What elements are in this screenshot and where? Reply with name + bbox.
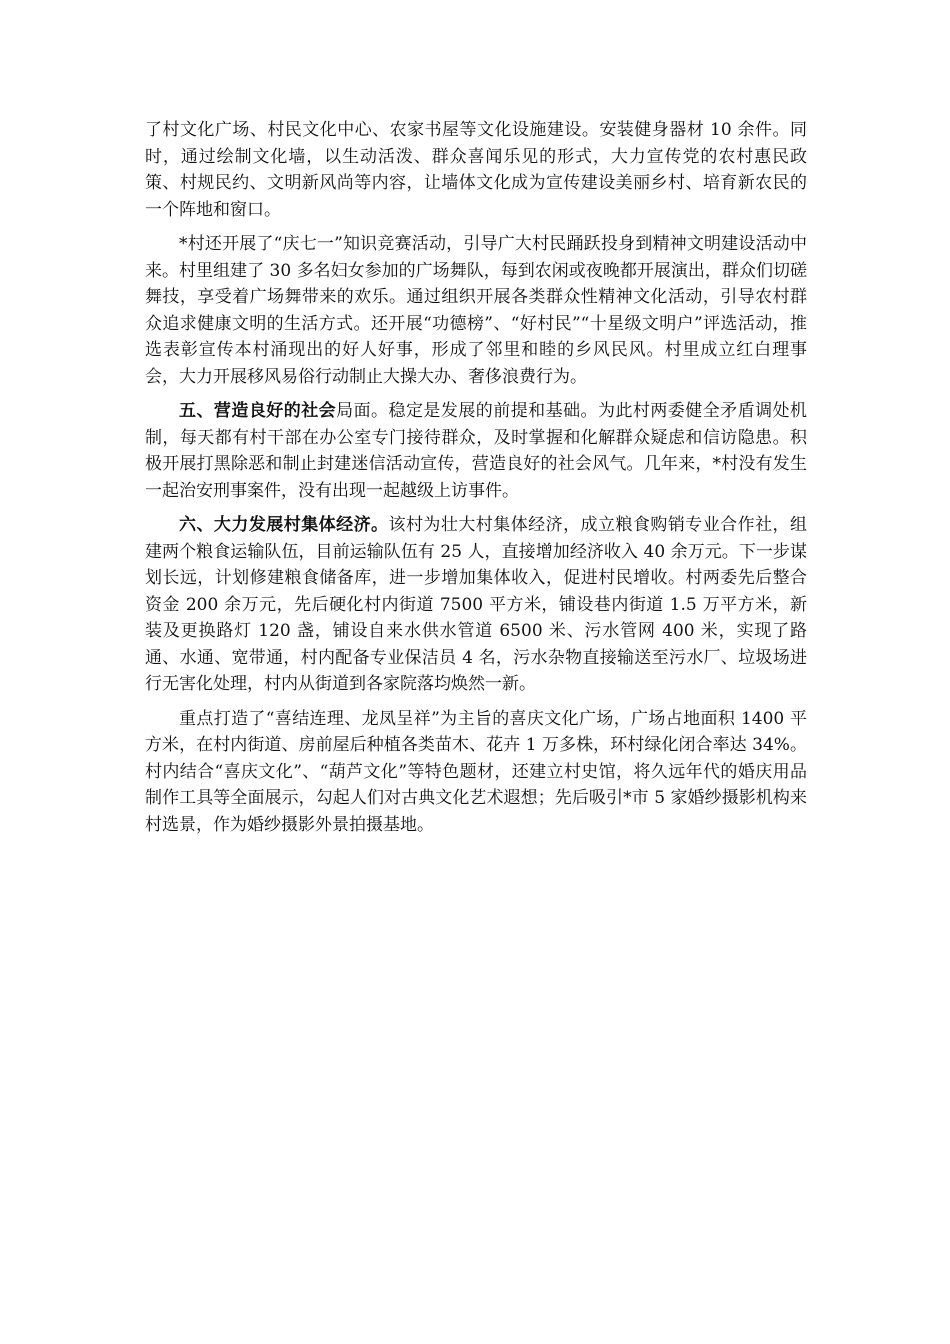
paragraph-social-stability bbox=[145, 398, 807, 504]
paragraph-text: *村还开展了“庆七一”知识竞赛活动，引导广大村民踊跃投身到精神文明建设活动中来。村里组建了 30 多名妇女参加的广场舞队，每到农闲或夜晚都开展演出，群众们切磋舞技，享受着广场舞带来的欢乐。通过组织开展各类群众性精神文化活动，引导农村群众追求健康文明的生活方式。还开展“功德榜”、“好村民”“十星级文明户”评选活动，推选表彰宣传本村涌现出的好人好事，形成了邻里和睦的乡风民风。村里成立红白理事会，大力开展移风易俗行动制止大操大办、奢侈浪费行为。 bbox=[145, 234, 807, 387]
paragraph-text: 局面。稳定是发展的前提和基础。为此村两委健全矛盾调处机制，每天都有村干部在办公室专门接待群众，及时掌握和化解群众疑虑和信访隐患。积极开展打黑除恶和制止封建迷信活动宣传，营造良好的社会风气。几年来，*村没有发生一起治安刑事案件，没有出现一起越级上访事件。 bbox=[145, 401, 808, 501]
paragraph-text: 重点打造了“喜结连理、龙凤呈祥”为主旨的喜庆文化广场，广场占地面积 1400 平方米，在村内街道、房前屋后种植各类苗木、花卉 1 万多株，环村绿化闭合率达 34%。村内结合“喜庆文化”、“葫芦文化”等特色题材，还建立村史馆，将久远年代的婚庆用品制作工具等全面展示，勾起人们对古典文化艺术遐想；先后吸引*市 5 家婚纱摄影机构来村选景，作为婚纱摄影外景拍摄基地。 bbox=[145, 708, 807, 835]
paragraph-cultural-facilities bbox=[145, 117, 807, 223]
document-page bbox=[145, 117, 807, 846]
paragraph-wedding-culture-square bbox=[145, 706, 807, 839]
paragraph-text: 了村文化广场、村民文化中心、农家书屋等文化设施建设。安装健身器材 10 余件。同时，通过绘制文化墙，以生动活泼、群众喜闻乐见的形式，大力宣传党的农村惠民政策、村规民约、文明新风尚等内容，让墙体文化成为宣传建设美丽乡村、培育新农民的一个阵地和窗口。 bbox=[145, 120, 807, 220]
paragraph-civilization-activities bbox=[145, 231, 807, 390]
paragraph-collective-economy bbox=[145, 512, 807, 698]
section-heading-five: 五、营造良好的社会 bbox=[179, 401, 337, 421]
section-heading-six: 六、大力发展村集体经济。 bbox=[179, 515, 389, 535]
paragraph-text: 该村为壮大村集体经济，成立粮食购销专业合作社，组建两个粮食运输队伍，目前运输队伍有 25 人，直接增加经济收入 40 余万元。下一步谋划长远，计划修建粮食储备库，进一步增加集体收入，促进村民增收。村两委先后整合资金 200 余万元，先后硬化村内街道 7500 平方米，铺设巷内街道 1.5 万平方米，新装及更换路灯 120 盏，铺设自来水供水管道 6500 米、污水管网 400 米，实现了路通、水通、宽带通，村内配备专业保洁员 4 名，污水杂物直接输送至污水厂、垃圾场进行无害化处理，村内从街道到各家院落均焕然一新。 bbox=[145, 515, 808, 694]
